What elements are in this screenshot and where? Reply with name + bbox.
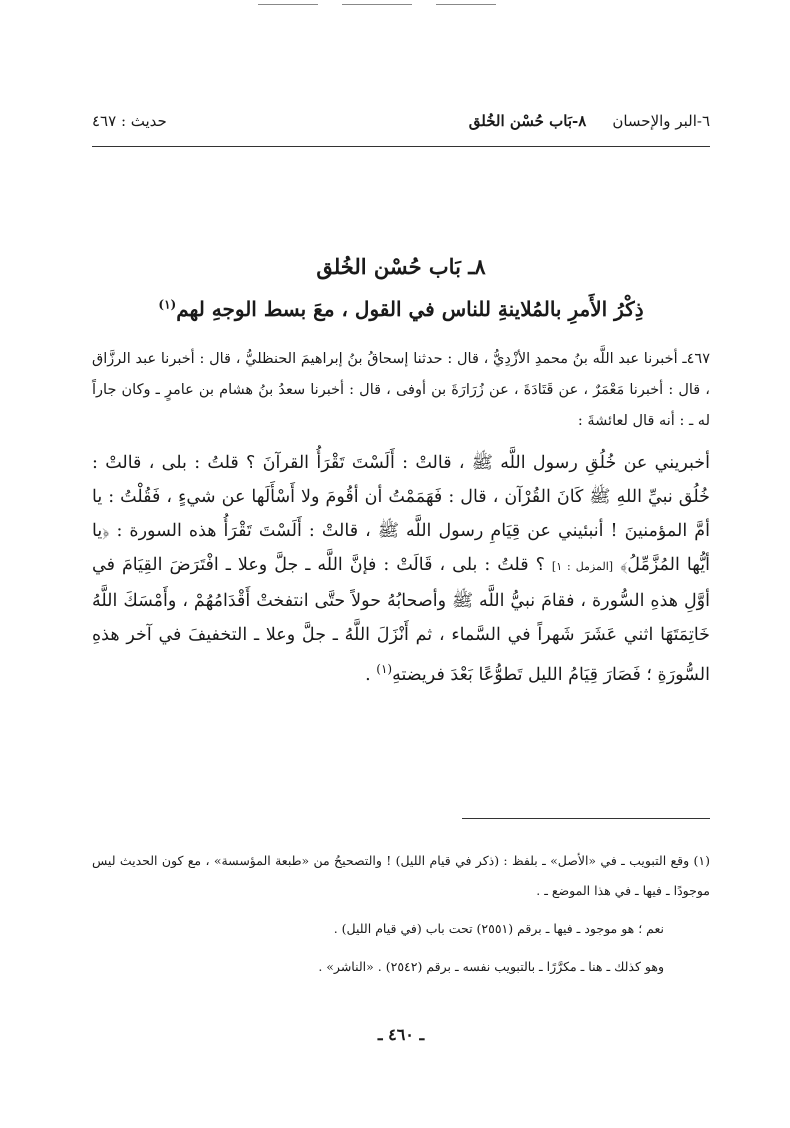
matn-end: . [365, 664, 377, 685]
footnote-marker: (١) [158, 297, 177, 312]
footnote-divider [462, 818, 710, 819]
header-hadith-ref: حديث : ٤٦٧ [92, 112, 167, 130]
top-decorative-rule [436, 4, 496, 5]
footnote-continuation: وهو كذلك ـ هنا ـ مكرَّرًا ـ بالتبويب نفسه ـ برقم (٢٥٤٢) . «الناشر» . [318, 959, 664, 974]
footnotes [92, 846, 710, 990]
chapter-heading: ٨ـ بَاب حُسْن الخُلق [316, 254, 486, 279]
footnote-marker: (١) [376, 662, 393, 676]
sub-heading-text: ذِكْرُ الأَمرِ بالمُلاينةِ للناس في القول ، معَ بسط الوجهِ لهم [176, 297, 644, 321]
header-titles [469, 112, 710, 130]
quran-reference: [المزمل : ١] [551, 560, 614, 573]
footnote-1: (١) وقع التبويب ـ في «الأصل» ـ بلفظ : (ذكر في قيام الليل) ! والتصحيحُ من «طبعة المؤسسة» ، مع كون الحديث ليس موجودًا ـ فيها ـ في هذا الموضع ـ . [92, 853, 710, 898]
top-decorative-rule [258, 4, 318, 5]
header-chapter: ٦-البر والإحسان [612, 112, 710, 130]
top-decorative-rule [342, 4, 412, 5]
matn-part-2: ؟ قلتُ : بلى ، قَالَتْ : فإنَّ اللَّه ـ جلَّ وعلا ـ افْتَرَضَ القِيَامَ في أوَّلِ هذهِ السُّورة ، فقامَ نبيُّ اللَّه ﷺ وأصحابُهُ حولاً حتَّى انتفختْ أَقْدَامُهُمْ ، وأَمْسَكَ اللَّهُ خَاتِمَتَهَا اثني عَشَرَ شَهراً في السَّماء ، ثم أَنْزَلَ اللَّهُ ـ جلَّ وعلا ـ التخفيفَ في آخر هذهِ السُّورَةِ ؛ فَصَارَ قِيَامُ الليل تَطوُّعًا بَعْدَ فريضتهِ [92, 555, 710, 685]
running-header [92, 112, 710, 142]
header-divider [92, 146, 710, 147]
footnote-continuation: نعم ؛ هو موجود ـ فيها ـ برقم (٢٥٥١) تحت باب (في قيام الليل) . [333, 921, 664, 936]
sub-heading [92, 297, 710, 321]
hadith-matn [92, 446, 710, 692]
header-section: ٨-بَاب حُسْن الخُلق [468, 112, 587, 130]
page-number: ـ ٤٦٠ ـ [377, 1025, 425, 1044]
hadith-isnad: ٤٦٧ـ أخبرنا عبد اللَّه بنُ محمدِ الأزْدِيُّ ، قال : حدثنا إسحاقُ بنُ إبراهيمَ الحنظليُّ ، قال : أخبرنا عبد الرزَّاق ، قال : أخبرنا مَعْمَرٌ ، عن قَتَادَةَ ، عن زُرَارَةَ بن أوفى ، قال : أخبرنا سعدُ بنُ هشام بن عامرٍ ـ وكان جاراً له ـ : أنه قال لعائشةَ : [92, 351, 710, 429]
matn-part-1: أخبريني عن خُلُقِ رسول اللَّه ﷺ ، قالتْ : أَلَسْتَ تَقْرَأُ القرآنَ ؟ قلتُ : بلى ، قالتْ : خُلُق نبيِّ اللهِ ﷺ كَانَ القُرْآن ، قال : فَهَمَمْتُ أن أقُومَ ولا أَسْأَلَها عن شيءٍ ، فَقُلْتُ : يا أمَّ المؤمنينَ ! أنبئيني عن قِيَامِ رسول اللَّه ﷺ ، قالتْ : أَلَسْتَ تَقْرَأُ هذه السورة : ﴿يا أيُّها المُزَّمِّلُ﴾ [92, 453, 710, 575]
